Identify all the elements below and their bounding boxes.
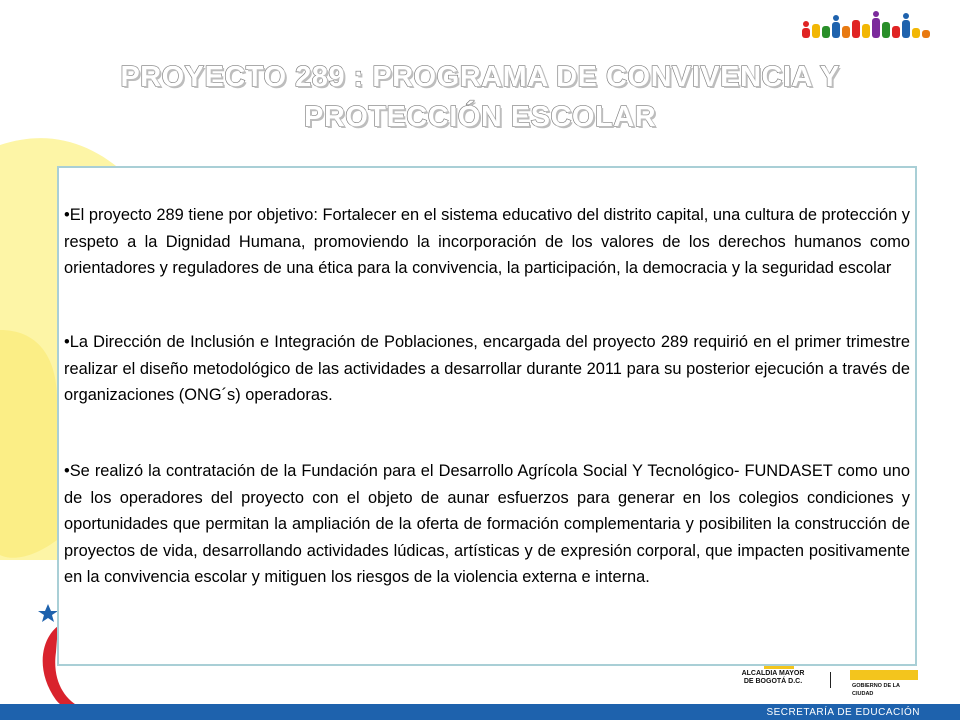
- paragraph-fundaset: •Se realizó la contratación de la Fundación para el Desarrollo Agrícola Social Y Tecnológico- FUNDASET como uno de los operadores del proyecto con el objeto de aunar esfuerzos para generar en los colegios condiciones y oportunidades que permitan la ampliación de la oferta de formación complementaria y posibiliten la construcción de proyectos de vida, desarrollando actividades lúdicas, artísticas y de expresión corporal, que impacten positivamente en la convivencia escolar y mitiguen los riesgos de la violencia externa e interna.: [64, 462, 910, 586]
- secretaria-label: SECRETARÍA DE EDUCACIÓN: [766, 707, 920, 718]
- gobierno-logo-text: GOBIERNO DE LA CIUDAD: [852, 683, 900, 697]
- star-icon: [38, 604, 58, 622]
- alcaldia-logo-text: [736, 670, 810, 686]
- logo-separator: [830, 672, 831, 688]
- paragraph-direccion: •La Dirección de Inclusión e Integración de Poblaciones, encargada del proyecto 289 requirió en el primer trimestre realizar el diseño metodológico de las actividades a desarrollar durante 2011 para su posterior ejecución a través de organizaciones (ONG´s) operadoras.: [64, 333, 910, 404]
- page-title-line-1: PROYECTO 289 : PROGRAMA DE CONVIVENCIA Y: [120, 61, 840, 93]
- alcaldia-line-2: DE BOGOTÁ D.C.: [743, 678, 803, 685]
- people-figures-icon: [802, 11, 930, 38]
- alcaldia-line-1: ALCALDIA MAYOR: [741, 670, 805, 677]
- page-title-line-2: PROTECCIÓN ESCOLAR: [303, 101, 657, 133]
- paragraph-objective: •El proyecto 289 tiene por objetivo: Fortalecer en el sistema educativo del distrito capital, una cultura de protección y respeto a la Dignidad Humana, promoviendo la incorporación de los valores de los derechos humanos como orientadores y reguladores de una ética para la convivencia, la participación, la democracia y la seguridad escolar: [64, 206, 910, 277]
- yellow-shape-lower: [0, 330, 57, 558]
- gobierno-logo-block: [850, 670, 918, 680]
